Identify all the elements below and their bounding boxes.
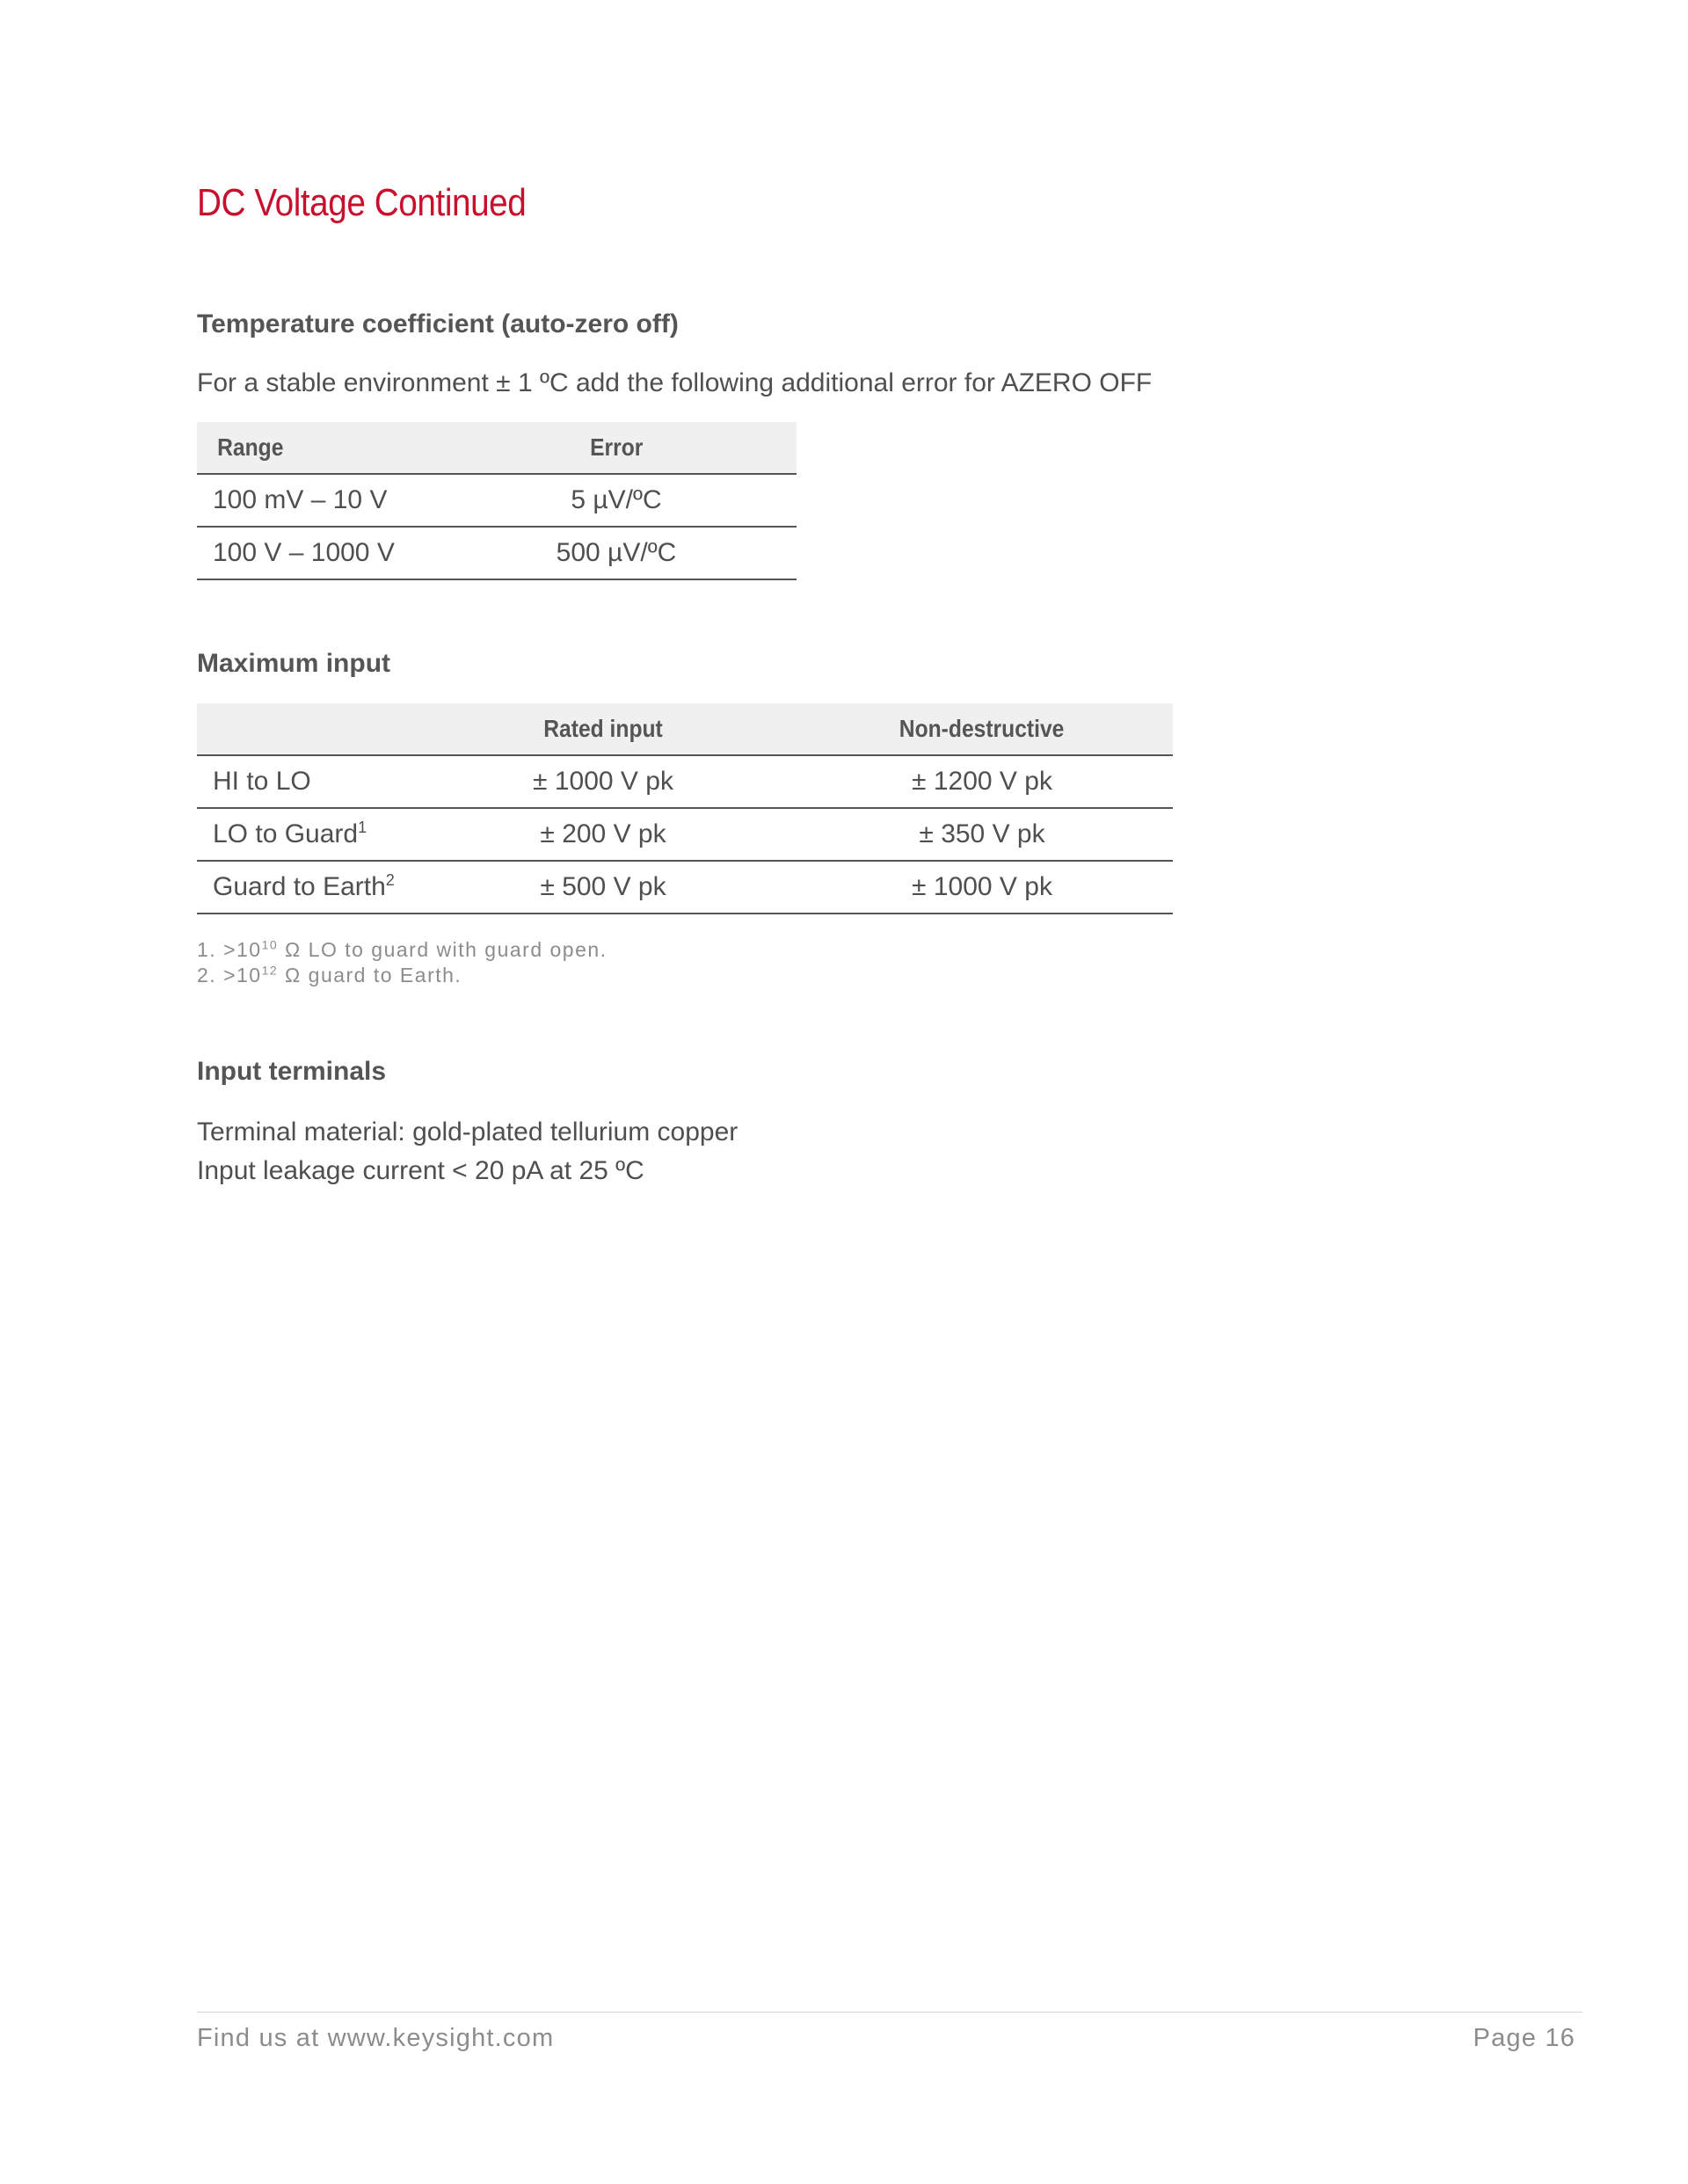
column-header-non-destructive: Non-destructive (791, 703, 1173, 755)
range-cell: 100 mV – 10 V (197, 474, 436, 527)
table-row (197, 474, 797, 527)
non-destructive-cell: ± 1000 V pk (791, 861, 1173, 914)
table-row (197, 527, 797, 579)
page-title: DC Voltage Continued (197, 181, 527, 224)
temp-coeff-description: For a stable environment ± 1 ºC add the following additional error for AZERO OFF (197, 368, 1153, 397)
table-row (197, 808, 1173, 861)
range-cell: 100 V – 1000 V (197, 527, 436, 579)
rated-input-cell: ± 1000 V pk (415, 755, 791, 808)
column-header-range: Range (197, 422, 436, 474)
table-row (197, 755, 1173, 808)
footnote-ref: 2 (385, 871, 395, 889)
table-header-row (197, 703, 1173, 755)
rated-input-cell: ± 500 V pk (415, 861, 791, 914)
temp-coeff-table (197, 422, 797, 580)
max-input-table (197, 703, 1173, 914)
row-label-cell: Guard to Earth$^2$ (197, 861, 415, 914)
footnote-ref: 1 (358, 819, 367, 836)
footer-website-text: Find us at www.keysight.com (197, 2024, 555, 2052)
page-number: Page 16 (1473, 2024, 1575, 2052)
footnotes (197, 937, 608, 988)
temp-coeff-heading: Temperature coefficient (auto-zero off) (197, 309, 679, 339)
column-header-blank (197, 703, 415, 755)
column-header-error: Error (436, 422, 797, 474)
rated-input-cell: ± 200 V pk (415, 808, 791, 861)
row-label-cell: HI to LO (197, 755, 415, 808)
max-input-heading: Maximum input (197, 649, 391, 678)
input-terminals-body (197, 1113, 738, 1190)
row-label-cell: LO to Guard$^1$ (197, 808, 415, 861)
footnote-2: 2. $>10^{12}$ Ω guard to Earth. (197, 963, 462, 986)
error-cell: 5 µV/ºC (436, 474, 797, 527)
terminal-material-text: Terminal material: gold-plated tellurium copper (197, 1117, 738, 1147)
non-destructive-cell: ± 1200 V pk (791, 755, 1173, 808)
error-cell: 500 µV/ºC (436, 527, 797, 579)
column-header-rated-input: Rated input (415, 703, 791, 755)
footnote-1: 1. $>10^{10}$ Ω LO to guard with guard open. (197, 937, 608, 961)
non-destructive-cell: ± 350 V pk (791, 808, 1173, 861)
table-row (197, 861, 1173, 914)
footer-divider (197, 2012, 1582, 2013)
table-header-row (197, 422, 797, 474)
input-terminals-heading: Input terminals (197, 1057, 387, 1086)
leakage-current-text: Input leakage current < 20 pA at 25 ºC (197, 1156, 644, 1185)
